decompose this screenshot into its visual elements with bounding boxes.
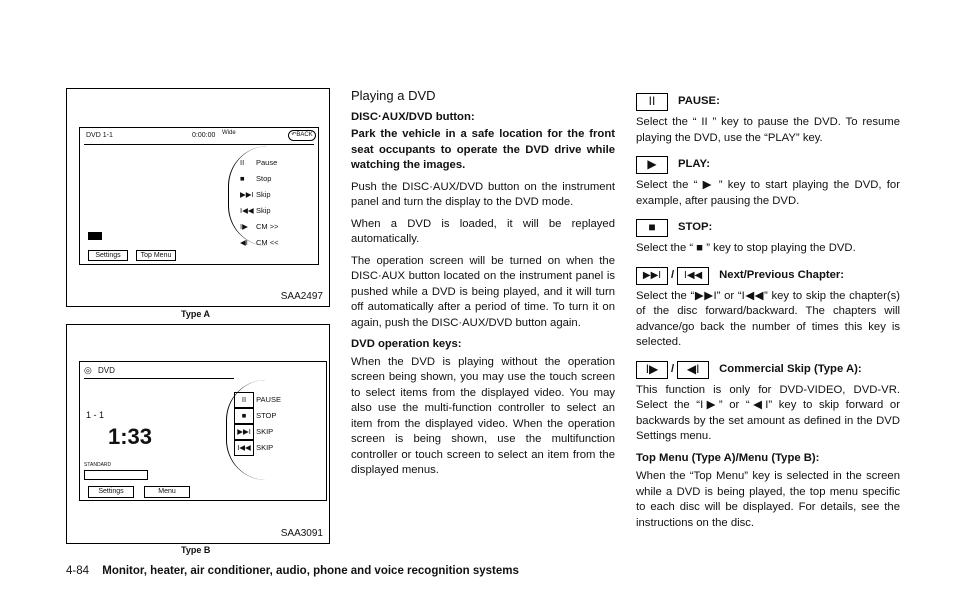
chapter-text: Select the “▶▶I” or “I◀◀” key to skip the chapter(s) of the disc forward/backward. The chapters will advance/go back the number of times this key is selected.: [636, 289, 901, 348]
menu-b-pause[interactable]: II PAUSE: [234, 392, 281, 406]
disc-icon: ◎: [84, 365, 92, 375]
chapter-key-row: [636, 267, 900, 285]
paragraph-1: Push the DISC·AUX/DVD button on the instrument panel and turn the display to the DVD mode.: [351, 180, 615, 208]
pause-title: PAUSE:: [678, 95, 720, 108]
play-key-icon: ▶: [636, 156, 668, 174]
menu-a-skip-prev[interactable]: I◀◀ Skip: [240, 204, 271, 218]
pause-icon: II: [240, 158, 245, 167]
menu-a-cm-back[interactable]: ◀I CM <<: [240, 236, 279, 250]
screen-b-standard: STANDARD: [84, 462, 112, 468]
figure-b-id: SAA3091: [280, 528, 323, 539]
next-chapter-inline-icon: ▶▶I: [694, 289, 717, 302]
top-menu-text: When the “Top Menu” key is selected in the screen while a DVD is being played, the top menu specific to each disc will be displayed. For details, see the instructions on the disc.: [636, 470, 900, 529]
screen-a-mode: Wide: [222, 130, 236, 136]
top-menu-title: Top Menu (Type A)/Menu (Type B):: [636, 451, 820, 464]
screen-a-time: 0:00:00: [192, 132, 216, 139]
cm-title: Commercial Skip (Type A):: [719, 362, 862, 375]
screen-type-a: [79, 127, 319, 265]
play-inline-icon: ▶: [697, 179, 719, 191]
play-text: Select the “ ▶ ” key to start playing the DVD, for example, after pausing the DVD.: [636, 179, 900, 207]
chapter-slash: /: [671, 268, 675, 281]
pause-icon: II: [234, 392, 254, 408]
menu-a-stop[interactable]: ■ Stop: [240, 172, 271, 186]
pause-text: Select the “ II ” key to pause the DVD. To resume playing the DVD, use the “PLAY” key.: [636, 116, 900, 144]
back-label: BACK: [296, 132, 313, 138]
cm-key-row: [636, 361, 900, 379]
operation-keys-subheading: DVD operation keys:: [351, 338, 462, 350]
stop-icon: ■: [240, 174, 245, 183]
right-column: [636, 93, 900, 537]
screen-b-divider: [84, 378, 234, 379]
disc-status-icon: [88, 232, 102, 240]
figure-a-caption: Type A: [181, 309, 211, 319]
cm-text: This function is only for DVD-VIDEO, DVD-VR. Select the “I▶” or “◀I” key to skip forward or backwards by the set amount as defined in the DVD Settings menu.: [636, 383, 900, 442]
screen-b-title: DVD: [98, 366, 115, 375]
menu-button[interactable]: Menu: [144, 486, 190, 498]
prev-chapter-key-icon: I◀◀: [677, 267, 709, 285]
screen-a-title: DVD 1-1: [86, 132, 113, 139]
cm-forward-inline-icon: I▶: [700, 399, 719, 411]
skip-prev-icon: I◀◀: [240, 206, 254, 215]
back-button[interactable]: [288, 130, 316, 141]
next-chapter-key-icon: ▶▶I: [636, 267, 668, 285]
settings-button[interactable]: Settings: [88, 250, 128, 261]
stop-key-icon: ■: [636, 219, 668, 237]
menu-b-skip-next[interactable]: ▶▶I SKIP: [234, 424, 273, 438]
cm-back-icon: ◀I: [240, 238, 248, 247]
cm-forward-icon: I▶: [240, 222, 248, 231]
figure-type-b: [66, 324, 330, 544]
skip-next-icon: ▶▶I: [234, 424, 254, 440]
top-menu-button[interactable]: Top Menu: [136, 250, 176, 261]
page-footer: [66, 565, 519, 577]
stop-key-row: [636, 219, 900, 237]
cm-slash: /: [671, 362, 675, 375]
figure-b-caption: Type B: [181, 545, 211, 555]
chapter-footer-title: Monitor, heater, air conditioner, audio, phone and voice recognition systems: [102, 565, 519, 577]
chapter-title: Next/Previous Chapter:: [719, 268, 845, 281]
skip-next-icon: ▶▶I: [240, 190, 254, 199]
menu-b-stop[interactable]: ■ STOP: [234, 408, 276, 422]
stop-icon: ■: [234, 408, 254, 424]
stop-title: STOP:: [678, 221, 713, 234]
section-heading: Playing a DVD: [351, 88, 436, 103]
screen-type-b: [79, 361, 327, 501]
figure-a-id: SAA2497: [280, 291, 323, 302]
paragraph-2: When a DVD is loaded, it will be replayed automatically.: [351, 217, 615, 245]
menu-a-pause[interactable]: II Pause: [240, 156, 277, 170]
paragraph-4: When the DVD is playing without the operation screen being shown, you may use the touch screen to select items from the displayed video. You may also use the multi-function controller to select an item from the displayed video. When the operation screen is being shown, use the multifunction controller or touch screen to select an item from the displayed menus.: [351, 355, 615, 476]
cm-back-inline-icon: ◀I: [749, 399, 769, 411]
safety-warning: Park the vehicle in a safe location for the front seat occupants to operate the DVD drive while watching the images.: [351, 128, 615, 171]
play-key-row: [636, 156, 900, 174]
back-arrow-icon: ↶: [291, 132, 297, 138]
page-number: 4-84: [66, 565, 90, 577]
screen-b-time: 1:33: [108, 424, 153, 449]
stop-inline-icon: ■: [693, 242, 707, 254]
cm-back-key-icon: ◀I: [677, 361, 709, 379]
menu-b-skip-prev[interactable]: I◀◀ SKIP: [234, 440, 273, 454]
cm-forward-key-icon: I▶: [636, 361, 668, 379]
pause-key-row: [636, 93, 900, 111]
paragraph-3: The operation screen will be turned on when the DISC·AUX button located on the instrument panel is pushed while a DVD is being played, and it will turn off automatically after a period of time. To turn it on again, push the DISC·AUX/DVD button again.: [351, 254, 615, 329]
middle-column: [351, 88, 615, 485]
pause-inline-icon: II: [696, 116, 713, 128]
pause-key-icon: II: [636, 93, 668, 111]
skip-prev-icon: I◀◀: [234, 440, 254, 456]
figure-type-a: [66, 88, 330, 307]
prev-chapter-inline-icon: I◀◀: [741, 289, 764, 302]
stop-text: Select the “ ■ ” key to stop playing the DVD.: [636, 242, 856, 254]
screen-b-status-box: [84, 470, 148, 480]
disc-aux-subheading: DISC·AUX/DVD button:: [351, 110, 475, 123]
settings-button[interactable]: Settings: [88, 486, 134, 498]
screen-a-divider: [84, 144, 314, 145]
play-title: PLAY:: [678, 158, 711, 171]
menu-a-skip-next[interactable]: ▶▶I Skip: [240, 188, 271, 202]
menu-a-cm-forward[interactable]: I▶ CM >>: [240, 220, 279, 234]
screen-b-chapter: 1 - 1: [86, 410, 105, 420]
